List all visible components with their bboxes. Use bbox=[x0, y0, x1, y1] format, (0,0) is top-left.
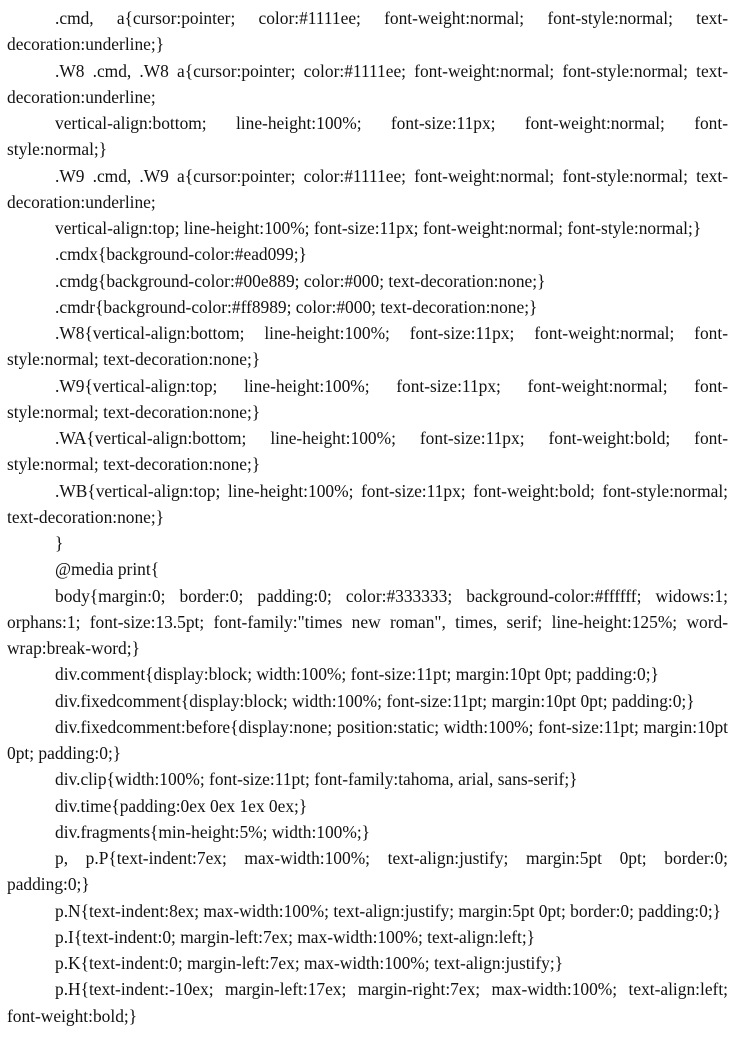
css-rule-w8: .W8{vertical-align:bottom; line-height:100%; font-size:11px; font-weight:normal; font-style:normal; text-decoration:none;} bbox=[7, 323, 728, 370]
css-rule-div-clip: div.clip{width:100%; font-size:11pt; font-family:tahoma, arial, sans-serif;} bbox=[55, 769, 578, 790]
css-rule-wa: .WA{vertical-align:bottom; line-height:100%; font-size:11px; font-weight:bold; font-style:normal; text-decoration:none;} bbox=[7, 428, 728, 475]
css-rule-w9-cmd-link-continued: vertical-align:top; line-height:100%; font-size:11px; font-weight:normal; font-style:normal;} bbox=[55, 218, 702, 238]
media-print-open: @media print{ bbox=[55, 559, 160, 580]
css-rule-p-p: p, p.P{text-indent:7ex; max-width:100%; text-align:justify; margin:5pt 0pt; border:0; padding:0;} bbox=[7, 848, 728, 895]
css-rule-wb: .WB{vertical-align:top; line-height:100%; font-size:11px; font-weight:bold; font-style:normal; text-decoration:none;} bbox=[7, 480, 728, 527]
css-rule-p-i: p.I{text-indent:0; margin-left:7ex; max-width:100%; text-align:left;} bbox=[55, 926, 536, 947]
css-rule-div-comment: div.comment{display:block; width:100%; font-size:11pt; margin:10pt 0pt; padding:0;} bbox=[55, 664, 659, 685]
css-rule-div-fixedcomment-before: div.fixedcomment:before{display:none; position:static; width:100%; font-size:11pt; margin:10pt 0pt; padding:0;} bbox=[7, 716, 728, 763]
css-rule-cmdx: .cmdx{background-color:#ead099;} bbox=[55, 244, 307, 265]
css-rule-w8-cmd-link-continued: vertical-align:bottom; line-height:100%; font-size:11px; font-weight:normal; font-style:normal;} bbox=[7, 113, 728, 160]
css-rule-body: body{margin:0; border:0; padding:0; color:#333333; background-color:#ffffff; widows:1; orphans:1; font-size:13.5pt; font-family:"times new roman", times, serif; line-height:125%; word-wrap:break-word;} bbox=[7, 585, 728, 658]
css-rule-p-h: p.H{text-indent:-10ex; margin-left:17ex; margin-right:7ex; max-width:100%; text-align:left; font-weight:bold;} bbox=[7, 979, 728, 1026]
css-rule-p-k: p.K{text-indent:0; margin-left:7ex; max-width:100%; text-align:justify;} bbox=[55, 953, 564, 973]
css-rule-div-fragments: div.fragments{min-height:5%; width:100%;} bbox=[55, 821, 371, 842]
css-rule-w8-cmd-link: .W8 .cmd, .W8 a{cursor:pointer; color:#1111ee; font-weight:normal; font-style:normal; text-decoration:underline; bbox=[7, 60, 728, 107]
css-rule-cmdr: .cmdr{background-color:#ff8989; color:#000; text-decoration:none;} bbox=[55, 296, 538, 317]
css-rule-w9-cmd-link: .W9 .cmd, .W9 a{cursor:pointer; color:#1111ee; font-weight:normal; font-style:normal; text-decoration:underline; bbox=[7, 165, 728, 212]
css-rule-div-time: div.time{padding:0ex 0ex 1ex 0ex;} bbox=[55, 795, 308, 816]
css-rule-cmdg: .cmdg{background-color:#00e889; color:#000; text-decoration:none;} bbox=[55, 270, 546, 291]
css-rule-p-n: p.N{text-indent:8ex; max-width:100%; text-align:justify; margin:5pt 0pt; border:0; padding:0;} bbox=[55, 900, 722, 921]
css-rule-w9: .W9{vertical-align:top; line-height:100%; font-size:11px; font-weight:normal; font-style:normal; text-decoration:none;} bbox=[7, 375, 728, 422]
css-rule-cmd-link: .cmd, a{cursor:pointer; color:#1111ee; font-weight:normal; font-style:normal; text-decoration:underline;} bbox=[7, 8, 728, 55]
css-rule-div-fixedcomment: div.fixedcomment{display:block; width:100%; font-size:11pt; margin:10pt 0pt; padding:0;} bbox=[55, 690, 695, 711]
closing-brace: } bbox=[55, 533, 64, 553]
